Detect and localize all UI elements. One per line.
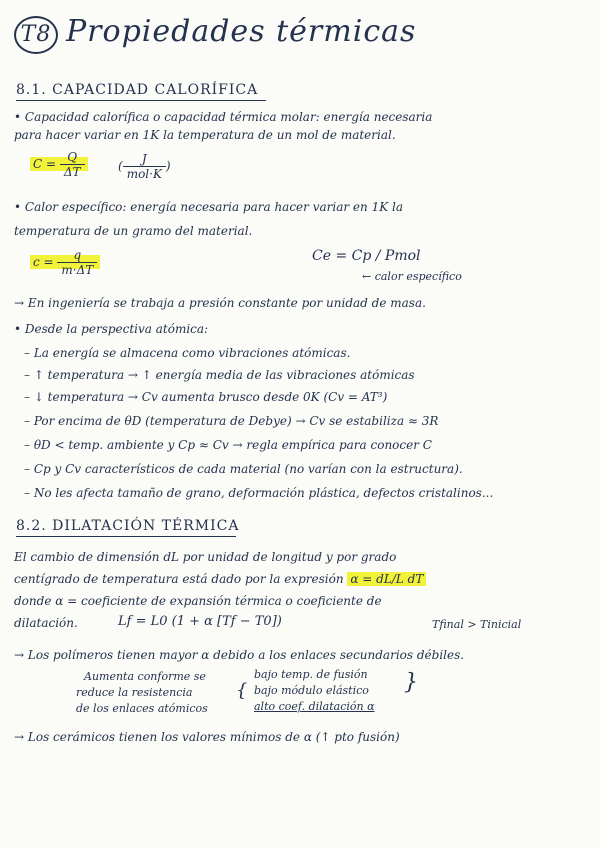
bullet-material: – Cp y Cv característicos de cada material (no varían con la estructura). (24, 462, 463, 476)
polymers-line: → Los polímeros tienen mayor α debido a los enlaces secundarios débiles. (14, 648, 465, 662)
heat-capacity-formula: C = $\frac{Q}{\Delta T}$ (30, 150, 88, 179)
alpha-formula: α = dL/L dT (347, 572, 426, 586)
page-title (14, 14, 416, 54)
brace-arrow: { (236, 680, 248, 701)
length-formula: Lf = L0 (1 + α [Tf − T0]) (118, 614, 282, 629)
bullet-temp-up: – ↑ temperatura → ↑ energía media de las vibraciones atómicas (24, 368, 415, 382)
left-note-3: de los enlaces atómicos (76, 702, 208, 715)
sec1-definition-line1: • Capacidad calorífica o capacidad térmica molar: energía necesaria (14, 110, 433, 124)
bullet-vibrations: – La energía se almacena como vibraciones atómicas. (24, 346, 351, 360)
bullet-grain: – No les afecta tamaño de grano, deformación plástica, defectos cristalinos... (24, 486, 494, 500)
left-note-2: reduce la resistencia (76, 686, 193, 699)
sec1-definition-line2: para hacer variar en 1K la temperatura de un mol de material. (14, 128, 396, 142)
tfinal-note: Tfinal > Tinicial (432, 618, 522, 631)
ceramics-line: → Los cerámicos tienen los valores mínimos de α (↑ pto fusión) (14, 730, 400, 744)
specific-heat-line2: temperatura de un gramo del material. (14, 224, 253, 238)
ce-note: ← calor específico (362, 270, 462, 283)
dilation-line4: dilatación. (14, 616, 78, 630)
engineering-note: → En ingeniería se trabaja a presión constante por unidad de masa. (14, 296, 426, 310)
bullet-debye: – Por encima de θD (temperatura de Debye) → Cv se estabiliza ≈ 3R (24, 414, 439, 428)
atomic-perspective: • Desde la perspectiva atómica: (14, 322, 209, 336)
page-title-text: Propiedades térmicas (66, 14, 417, 49)
specific-heat-line1: • Calor específico: energía necesaria para hacer variar en 1K la (14, 200, 403, 214)
section-heading-1: 8.1. CAPACIDAD CALORÍFICA (16, 82, 266, 98)
dilation-line2: centígrado de temperatura está dado por la expresión α = dL/L dT (14, 572, 426, 586)
ce-relation: Ce = Cp / Pmol (312, 248, 421, 264)
bullet-empirical: – θD < temp. ambiente y Cp ≈ Cv → regla empírica para conocer C (24, 438, 432, 452)
dilation-line3: donde α = coeficiente de expansión térmica o coeficiente de (14, 594, 382, 608)
specific-heat-formula: c = $\frac{q}{m\cdot\Delta T}$ (30, 248, 100, 277)
left-note-1: Aumenta conforme se (84, 670, 206, 683)
dilation-line1: El cambio de dimensión dL por unidad de longitud y por grado (14, 550, 397, 564)
topic-number: T8 (14, 16, 58, 54)
right-note-2: bajo módulo elástico (254, 684, 369, 697)
section-heading-2: 8.2. DILATACIÓN TÉRMICA (16, 518, 236, 534)
right-note-3: alto coef. dilatación α (254, 700, 375, 713)
bullet-temp-down: – ↓ temperatura → Cv aumenta brusco desde 0K (Cv = AT³) (24, 390, 388, 404)
heat-capacity-units: ( $\frac{J}{\text{mol·K}}$ ) (118, 152, 171, 181)
right-note-1: bajo temp. de fusión (254, 668, 368, 681)
right-brace: } (404, 670, 418, 695)
